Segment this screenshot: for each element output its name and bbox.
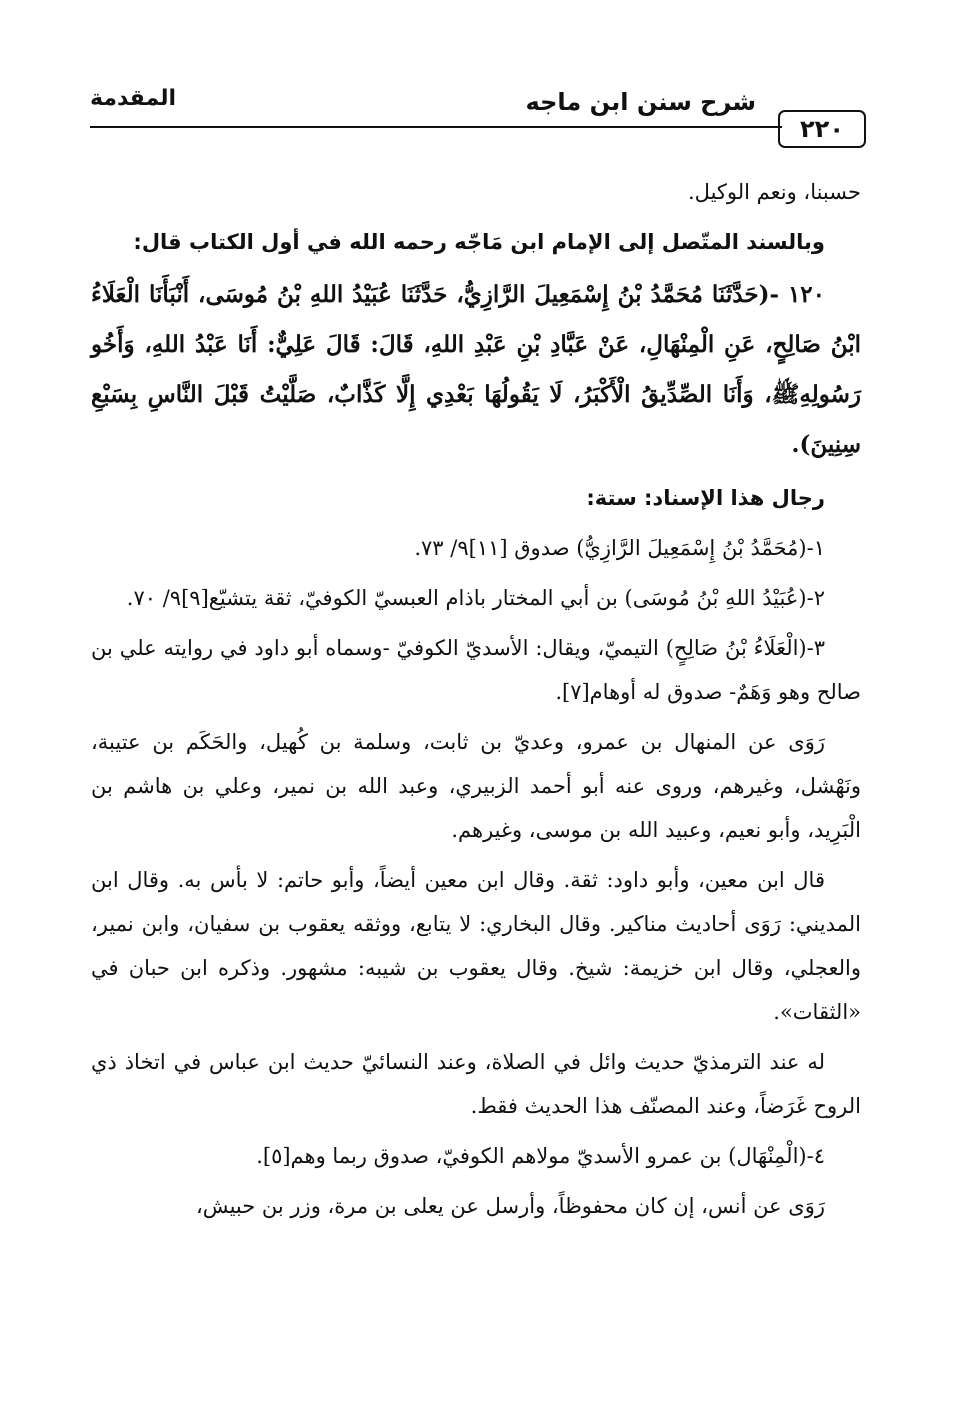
narrator-1: ١-(مُحَمَّدُ بْنُ إِسْمَعِيلَ الرَّازِيُّ) صدوق [١١]٩/ ٧٣. (414, 536, 825, 560)
paragraph-closing: حسبنا، ونعم الوكيل. (687, 180, 861, 204)
page-number: ٢٢٠ (778, 110, 866, 148)
book-title: شرح سنن ابن ماجه (525, 88, 756, 116)
narrators-heading: رجال هذا الإسناد: ستة: (586, 486, 825, 510)
header-rule (90, 126, 782, 128)
narrator-3-students: رَوَى عن المنهال بن عمرو، وعديّ بن ثابت، وسلمة بن كُهيل، والحَكَم بن عتيبة، ونَهْشل، وغيرهم، وروى عنه أبو أحمد الزبيري، وعبد الله بن نمير، وعلي بن هاشم بن الْبَرِيد، وأبو نعيم، وعبيد الله بن موسى، وغيرهم. (91, 730, 861, 842)
main-text (91, 170, 861, 1234)
narrator-3-grading: قال ابن معين، وأبو داود: ثقة. وقال ابن معين أيضاً، وأبو حاتم: لا بأس به. وقال ابن المديني: رَوَى أحاديث مناكير. وقال البخاري: لا يتابع، ووثقه يعقوب بن سفيان، وابن نمير، والعجلي، وقال ابن خزيمة: شيخ. وقال يعقوب بن شيبه: مشهور. وذكره ابن حبان في «الثقات». (91, 868, 861, 1024)
narrator-3: ٣-(الْعَلَاءُ بْنُ صَالِحٍ) التيميّ، ويقال: الأسديّ الكوفيّ -وسماه أبو داود في روايته علي بن صالح وهو وَهَمٌ- صدوق له أوهام[٧]. (91, 636, 861, 704)
narrator-2: ٢-(عُبَيْدُ اللهِ بْنُ مُوسَى) بن أبي المختار باذام العبسيّ الكوفيّ، ثقة يتشيّع[٩]٩/ ٧٠. (126, 586, 825, 610)
running-head (90, 86, 866, 152)
hadith-text: ١٢٠ -(حَدَّثَنَا مُحَمَّدُ بْنُ إِسْمَعِيلَ الرَّازِيُّ، حَدَّثَنَا عُبَيْدُ اللهِ بْنُ مُوسَى، أَنْبَأَنَا الْعَلَاءُ ابْنُ صَالِحٍ، عَنِ الْمِنْهَالِ، عَنْ عَبَّادِ بْنِ عَبْدِ اللهِ، قَالَ: قَالَ عَلِيٌّ: أَنَا عَبْدُ اللهِ، وَأَخُو رَسُولِهِﷺ، وَأَنَا الصِّدِّيقُ الْأَكْبَرُ، لَا يَقُولُهَا بَعْدِي إِلَّا كَذَّابٌ، صَلَّيْتُ قَبْلَ النَّاسِ بِسَبْعِ سِنِينَ). (91, 281, 861, 458)
section-title: المقدمة (90, 86, 177, 111)
narrator-4: ٤-(الْمِنْهَال) بن عمرو الأسديّ مولاهم الكوفيّ، صدوق ربما وهم[٥]. (256, 1144, 825, 1168)
chain-heading: وبالسند المتّصل إلى الإمام ابن مَاجّه رحمه الله في أول الكتاب قال: (133, 230, 825, 254)
narrator-3-narrations: له عند الترمذيّ حديث وائل في الصلاة، وعند النسائيّ حديث ابن عباس في اتخاذ ذي الروح غَرَضاً، وعند المصنّف هذا الحديث فقط. (91, 1050, 861, 1118)
narrator-4-teachers: رَوَى عن أنس، إن كان محفوظاً، وأرسل عن يعلى بن مرة، وزر بن حبيش، (196, 1194, 825, 1218)
